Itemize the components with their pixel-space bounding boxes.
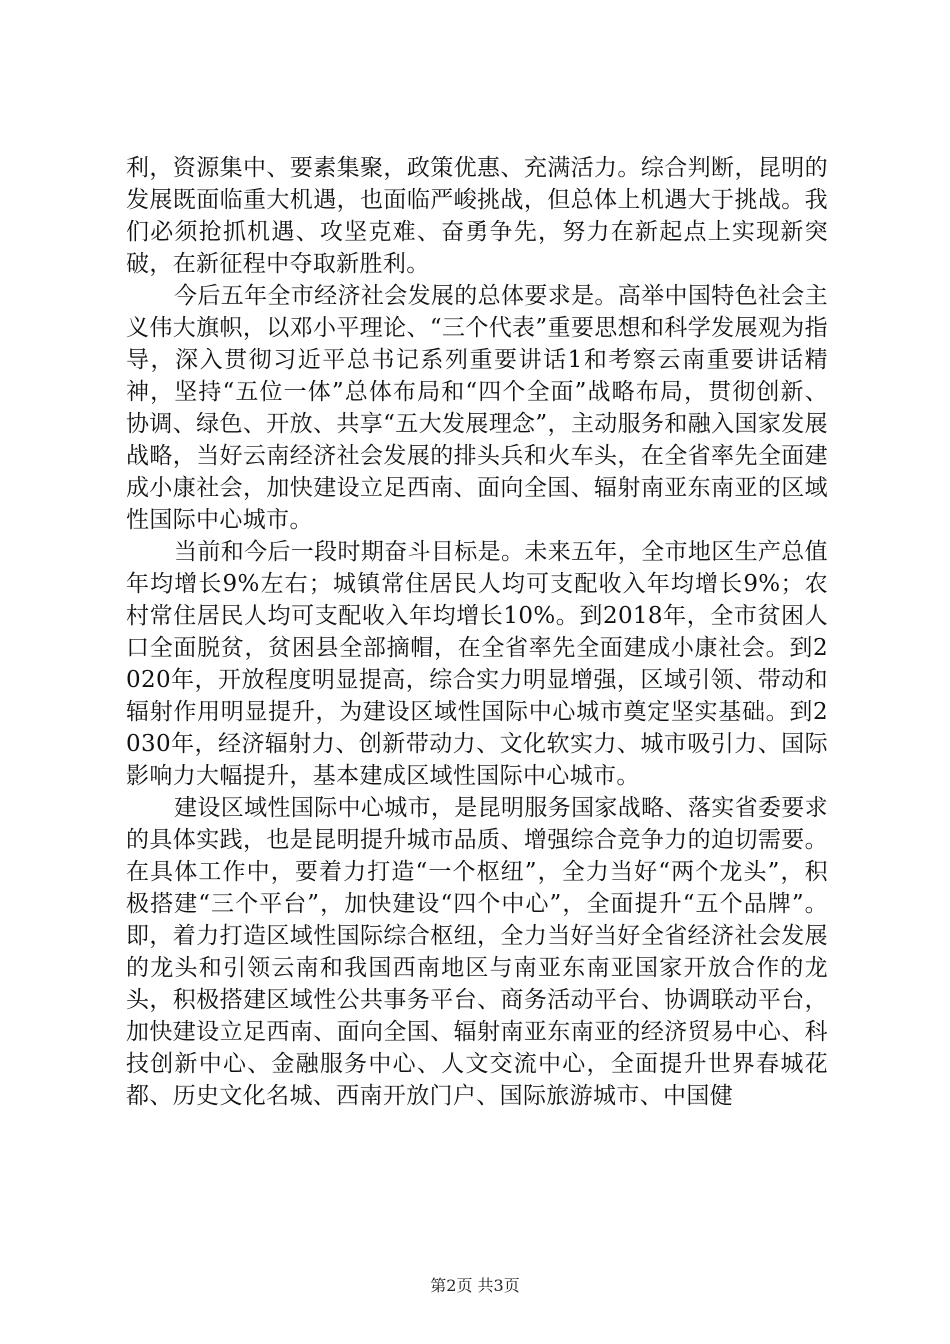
body-paragraph-4: 建设区域性国际中心城市，是昆明服务国家战略、落实省委要求的具体实践，也是昆明提升城市品质、增强综合竞争力的迫切需要。在具体工作中，要着力打造“一个枢纽”，全力当好“两个龙头”，积极搭建“三个平台”，加快建设“四个中心”，全面提升“五个品牌”。即，着力打造区域性国际综合枢纽，全力当好当好全省经济社会发展的龙头和引领云南和我国西南地区与南亚东南亚国家开放合作的龙头，积极搭建区域性公共事务平台、商务活动平台、协调联动平台，加快建设立足西南、面向全国、辐射南亚东南亚的经济贸易中心、科技创新中心、金融服务中心、人文交流中心，全面提升世界春城花都、历史文化名城、西南开放门户、国际旅游城市、中国健	[126, 795, 828, 1109]
page-number-footer: 第2页 共3页	[430, 1276, 520, 1295]
body-paragraph-3: 当前和今后一段时期奋斗目标是。未来五年，全市地区生产总值年均增长9%左右；城镇常住居民人均可支配收入年均增长9%；农村常住居民人均可支配收入年均增长10%。到2018年，全市贫困人口全面脱贫，贫困县全部摘帽，在全省率先全面建成小康社会。到2020年，开放程度明显提高，综合实力明显增强，区域引领、带动和辐射作用明显提升，为建设区域性国际中心城市奠定坚实基础。到2030年，经济辐射力、创新带动力、文化软实力、城市吸引力、国际影响力大幅提升，基本建成区域性国际中心城市。	[126, 539, 828, 789]
body-paragraph-1: 利，资源集中、要素集聚，政策优惠、充满活力。综合判断，昆明的发展既面临重大机遇，也面临严峻挑战，但总体上机遇大于挑战。我们必须抢抓机遇、攻坚克难、奋勇争先，努力在新起点上实现新突破，在新征程中夺取新胜利。	[126, 155, 828, 277]
document-body	[126, 152, 828, 1112]
body-paragraph-2: 今后五年全市经济社会发展的总体要求是。高举中国特色社会主义伟大旗帜，以邓小平理论、“三个代表”重要思想和科学发展观为指导，深入贯彻习近平总书记系列重要讲话1和考察云南重要讲话精神，坚持“五位一体”总体布局和“四个全面”战略布局，贯彻创新、协调、绿色、开放、共享“五大发展理念”，主动服务和融入国家发展战略，当好云南经济社会发展的排头兵和火车头，在全省率先全面建成小康社会，加快建设立足西南、面向全国、辐射南亚东南亚的区域性国际中心城市。	[126, 283, 828, 533]
